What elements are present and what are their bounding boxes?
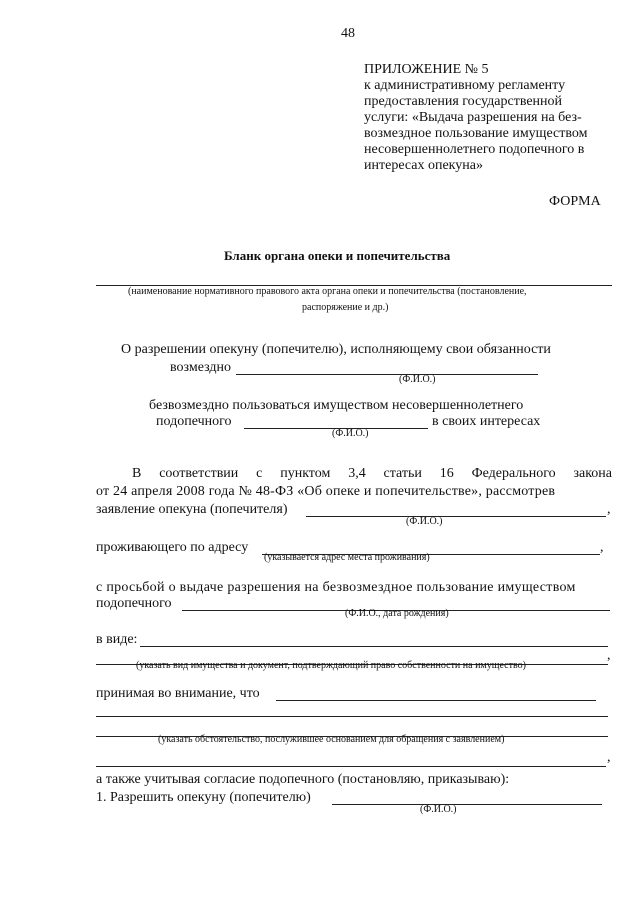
word: соответствии xyxy=(159,466,239,481)
appendix-line: к административному регламенту xyxy=(364,78,566,93)
form-kind-label: в виде: xyxy=(96,632,138,647)
fio-note: (Ф.И.О.) xyxy=(332,428,369,439)
heading-2-label: подопечного xyxy=(156,414,232,429)
word: статьи xyxy=(383,466,422,481)
guardian-fio-line[interactable] xyxy=(332,804,602,805)
heading-1-line-1: О разрешении опекуну (попечителю), исполняющему свои обязанности xyxy=(121,342,551,357)
ward-note: (Ф.И.О., дата рождения) xyxy=(345,608,449,619)
consider-line-2[interactable] xyxy=(96,716,608,717)
heading-2-suffix: в своих интересах xyxy=(432,414,541,429)
word: 3,4 xyxy=(348,466,366,481)
comma: , xyxy=(607,648,611,663)
appendix-title: ПРИЛОЖЕНИЕ № 5 xyxy=(364,62,489,77)
consider-line[interactable] xyxy=(276,700,596,701)
word: с xyxy=(256,466,263,481)
word: В xyxy=(132,466,142,481)
comma: , xyxy=(607,750,611,765)
paragraph-1-line-2: от 24 апреля 2008 года № 48-ФЗ «Об опеке и попечительстве», рассмотрев xyxy=(96,484,556,499)
appendix-line: услуги: «Выдача разрешения на без- xyxy=(364,110,582,125)
blank-title: Бланк органа опеки и попечительства xyxy=(224,248,451,263)
request-label: подопечного xyxy=(96,596,172,611)
address-label: проживающего по адресу xyxy=(96,540,249,555)
paragraph-1-line-1 xyxy=(132,466,612,482)
comma: , xyxy=(600,540,604,555)
heading-2-line-1: безвозмездно пользоваться имуществом несовершеннолетнего xyxy=(149,398,524,413)
consent-line: а также учитывая согласие подопечного (постановляю, приказываю): xyxy=(96,772,510,787)
act-name-note: (наименование нормативного правового акта органа опеки и попечительства (постановление, xyxy=(128,286,527,297)
form-kind-line[interactable] xyxy=(140,646,608,647)
form-label: ФОРМА xyxy=(549,194,601,209)
fio-note: (Ф.И.О.) xyxy=(399,374,436,385)
comma: , xyxy=(607,502,611,517)
appendix-line: интересах опекуна» xyxy=(364,158,483,173)
word: пунктом xyxy=(280,466,331,481)
consider-line-4[interactable] xyxy=(96,766,606,767)
page-number: 48 xyxy=(341,26,355,41)
act-name-note-2: распоряжение и др.) xyxy=(302,302,389,313)
appendix-line: несовершеннолетнего подопечного в xyxy=(364,142,585,157)
appendix-line: возмездное пользование имуществом xyxy=(364,126,588,141)
consider-label: принимая во внимание, что xyxy=(96,686,260,701)
heading-1-fio-line[interactable] xyxy=(236,374,538,375)
word: 16 xyxy=(439,466,454,481)
item-1-label: 1. Разрешить опекуну (попечителю) xyxy=(96,790,311,805)
heading-1-label: возмездно xyxy=(170,360,231,375)
appendix-block xyxy=(364,62,587,174)
request-line-1: с просьбой о выдаче разрешения на безвозмездное пользование имуществом xyxy=(96,580,576,595)
word: Федерального xyxy=(471,466,556,481)
circumstance-note: (указать обстоятельство, послужившее основанием для обращения с заявлением) xyxy=(158,734,505,745)
fio-note: (Ф.И.О.) xyxy=(406,516,443,527)
address-note: (указывается адрес места проживания) xyxy=(264,552,430,563)
appendix-line: предоставления государственной xyxy=(364,94,563,109)
applicant-fio-line[interactable] xyxy=(306,516,606,517)
word: закона xyxy=(573,466,612,481)
fio-note: (Ф.И.О.) xyxy=(420,804,457,815)
property-note: (указать вид имущества и документ, подтверждающий право собственности на имущество) xyxy=(136,660,526,671)
applicant-label: заявление опекуна (попечителя) xyxy=(96,502,288,517)
